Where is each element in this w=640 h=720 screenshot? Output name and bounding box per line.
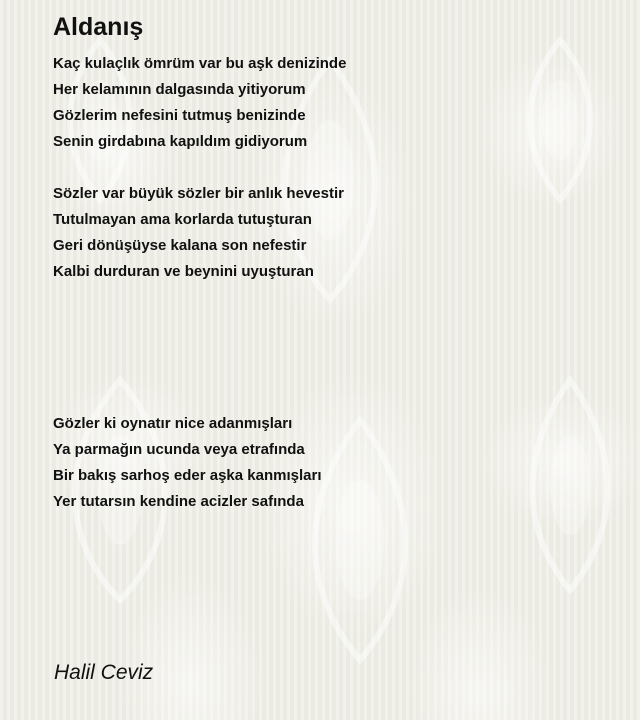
poem-line: Bir bakış sarhoş eder aşka kanmışları — [53, 467, 322, 484]
poem-line: Gözlerim nefesini tutmuş benizinde — [53, 107, 306, 124]
poem-line: Geri dönüşüyse kalana son nefestir — [53, 237, 307, 254]
stanza-3 — [53, 411, 321, 515]
poem-line: Her kelamının dalgasında yitiyorum — [53, 81, 306, 98]
stanza-2 — [53, 181, 344, 285]
poem — [53, 10, 613, 510]
poem-line: Senin girdabına kapıldım gidiyorum — [53, 133, 308, 150]
poem-line: Tutulmayan ama korlarda tutuşturan — [53, 211, 312, 228]
poem-title: Aldanış — [53, 13, 144, 41]
poem-author: Halil Ceviz — [54, 661, 154, 684]
poem-line: Ya parmağın ucunda veya etrafında — [53, 441, 305, 458]
poem-line: Sözler var büyük sözler bir anlık hevestir — [53, 185, 344, 202]
poem-line: Kaç kulaçlık ömrüm var bu aşk denizinde — [53, 55, 347, 72]
poem-line: Gözler ki oynatır nice adanmışları — [53, 415, 293, 432]
stanza-1 — [53, 51, 346, 155]
poem-line: Yer tutarsın kendine acizler safında — [53, 493, 304, 510]
poem-line: Kalbi durduran ve beynini uyuşturan — [53, 263, 314, 280]
